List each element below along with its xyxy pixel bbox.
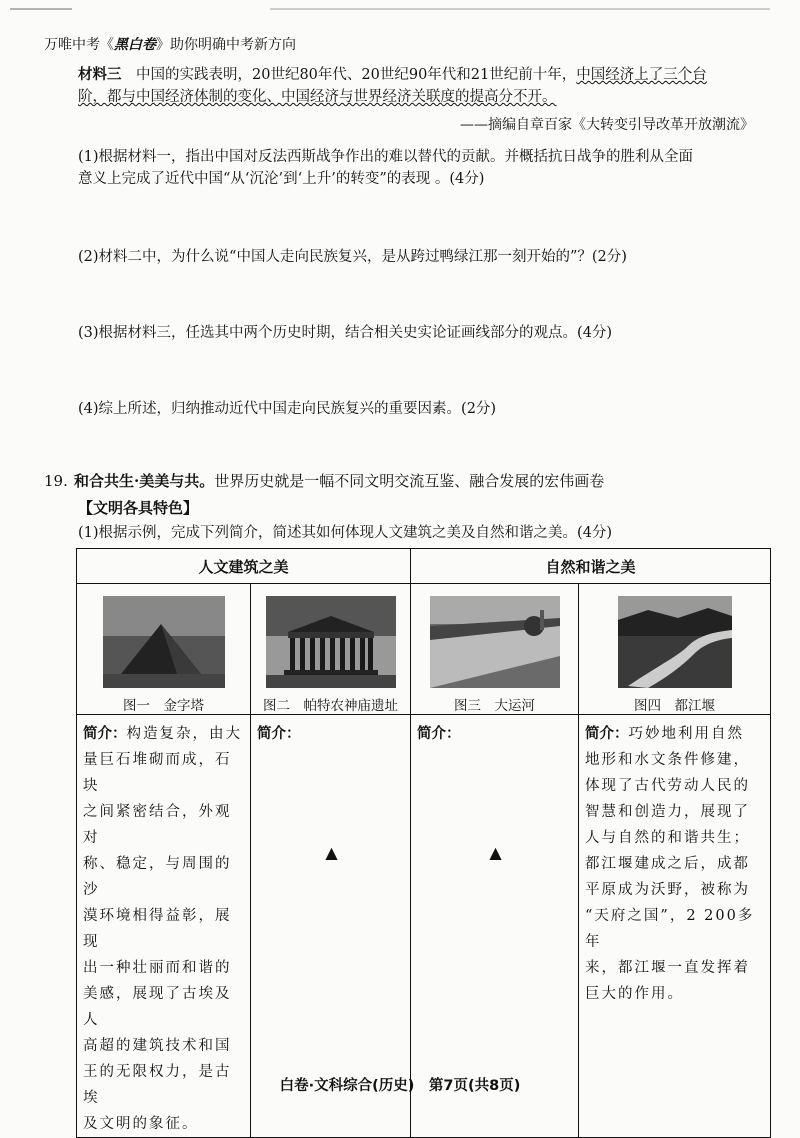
question-1-line1: (1)根据材料一，指出中国对反法西斯战争作出的难以替代的贡献。并概括抗日战争的胜利从全面 [78, 149, 694, 165]
desc-line: 巧妙地利用自然 [628, 726, 745, 742]
material-3-source: ——摘编自章百家《大转变引导改革开放潮流》 [460, 117, 754, 133]
question-1-line2: 意义上完成了近代中国“从‘沉沦’到‘上升’的转变”的表现 。(4分) [78, 171, 485, 187]
figure-2-caption: 图二 帕特农神庙遗址 [263, 698, 398, 714]
desc-label: 简介： [585, 725, 629, 742]
material-3-label: 材料三 [78, 66, 122, 83]
desc-line: 称、稳定，与周围的沙 [83, 856, 232, 898]
header-brand: 黑白卷 [114, 37, 156, 53]
question-19 [44, 470, 604, 492]
desc-line: 智慧和创造力，展现了 [585, 804, 751, 820]
question-19-number: 19. [44, 472, 68, 490]
header-architecture: 人文建筑之美 [77, 549, 411, 584]
pyramid-photo-icon [103, 596, 225, 688]
parthenon-photo-icon [266, 596, 396, 688]
figure-1 [77, 584, 251, 715]
question-1 [78, 146, 768, 190]
desc-label: 简介： [83, 725, 127, 742]
figure-2 [251, 584, 411, 715]
question-3: (3)根据材料三，任选其中两个历史时期，结合相关史实论证画线部分的观点。(4分) [78, 325, 613, 341]
desc-line: 人与自然的和谐共生； [585, 830, 751, 846]
page-header [44, 34, 296, 54]
figure-1-caption: 图一 金字塔 [123, 698, 204, 714]
question-19-title: 和合共生·美美与共。 [74, 472, 215, 490]
desc-line: 体现了古代劳动人民的 [585, 778, 751, 794]
desc-line: 出一种壮丽而和谐的 [83, 960, 232, 976]
desc-line: 及文明的象征。 [83, 1116, 199, 1132]
dujiangyan-photo-icon [618, 596, 732, 688]
scan-artifact [270, 8, 770, 10]
desc-line: 都江堰建成之后，成都 [585, 856, 751, 872]
answer-placeholder: ▲ [489, 843, 502, 862]
material-3-text: 中国的实践表明，20世纪80年代、20世纪90年代和21世纪前十年， [136, 67, 577, 83]
desc-line: 漠环境相得益彰，展现 [83, 908, 232, 950]
desc-line: 来，都江堰一直发挥着 [585, 960, 751, 976]
desc-line: 巨大的作用。 [585, 986, 685, 1002]
figure-4 [579, 584, 771, 715]
canal-photo-icon [430, 596, 560, 688]
section-heading: 【文明各具特色】 [78, 499, 199, 517]
material-3 [78, 64, 758, 108]
header-nature: 自然和谐之美 [411, 549, 771, 584]
desc-line: 地形和水文条件修建， [585, 752, 751, 768]
scan-artifact [10, 8, 72, 10]
desc-line: “天府之国”，2 200多年 [585, 908, 755, 950]
desc-label: 简介： [417, 725, 461, 742]
desc-line: 之间紧密结合，外观对 [83, 804, 232, 846]
material-3-underlined-a: 中国经济上了三个台 [576, 67, 707, 83]
figure-3-caption: 图三 大运河 [454, 698, 536, 714]
material-3-underlined-b: 阶，都与中国经济体制的变化、中国经济与世界经济关联度的提高分不开。 [78, 89, 557, 105]
desc-line: 构造复杂，由大 [126, 726, 242, 742]
desc-line: 高超的建筑技术和国 [83, 1038, 232, 1054]
desc-line: 平原成为沃野，被称为 [585, 882, 751, 898]
question-19-intro: 世界历史就是一幅不同文明交流互鉴、融合发展的宏伟画卷 [214, 472, 605, 490]
header-suffix: 》助你明确中考新方向 [156, 37, 296, 53]
question-2: (2)材料二中，为什么说“中国人走向民族复兴，是从跨过鸭绿江那一刻开始的”？(2分) [78, 249, 627, 265]
page-footer: 白卷·文科综合(历史) 第7页(共8页) [279, 1078, 521, 1094]
question-4: (4)综上所述，归纳推动近代中国走向民族复兴的重要因素。(2分) [78, 401, 497, 417]
desc-line: 量巨石堆砌而成，石块 [83, 752, 232, 794]
figure-3 [411, 584, 579, 715]
comparison-table [76, 548, 771, 1138]
desc-line: 美感，展现了古埃及人 [83, 986, 232, 1028]
desc-line: 王的无限权力，是古埃 [83, 1064, 232, 1106]
desc-label: 简介： [257, 725, 301, 742]
answer-placeholder: ▲ [325, 843, 338, 862]
question-19-instruction: (1)根据示例，完成下列简介，简述其如何体现人文建筑之美及自然和谐之美。(4分) [78, 525, 613, 541]
header-prefix: 万唯中考《 [44, 37, 114, 53]
figure-4-caption: 图四 都江堰 [634, 698, 716, 714]
